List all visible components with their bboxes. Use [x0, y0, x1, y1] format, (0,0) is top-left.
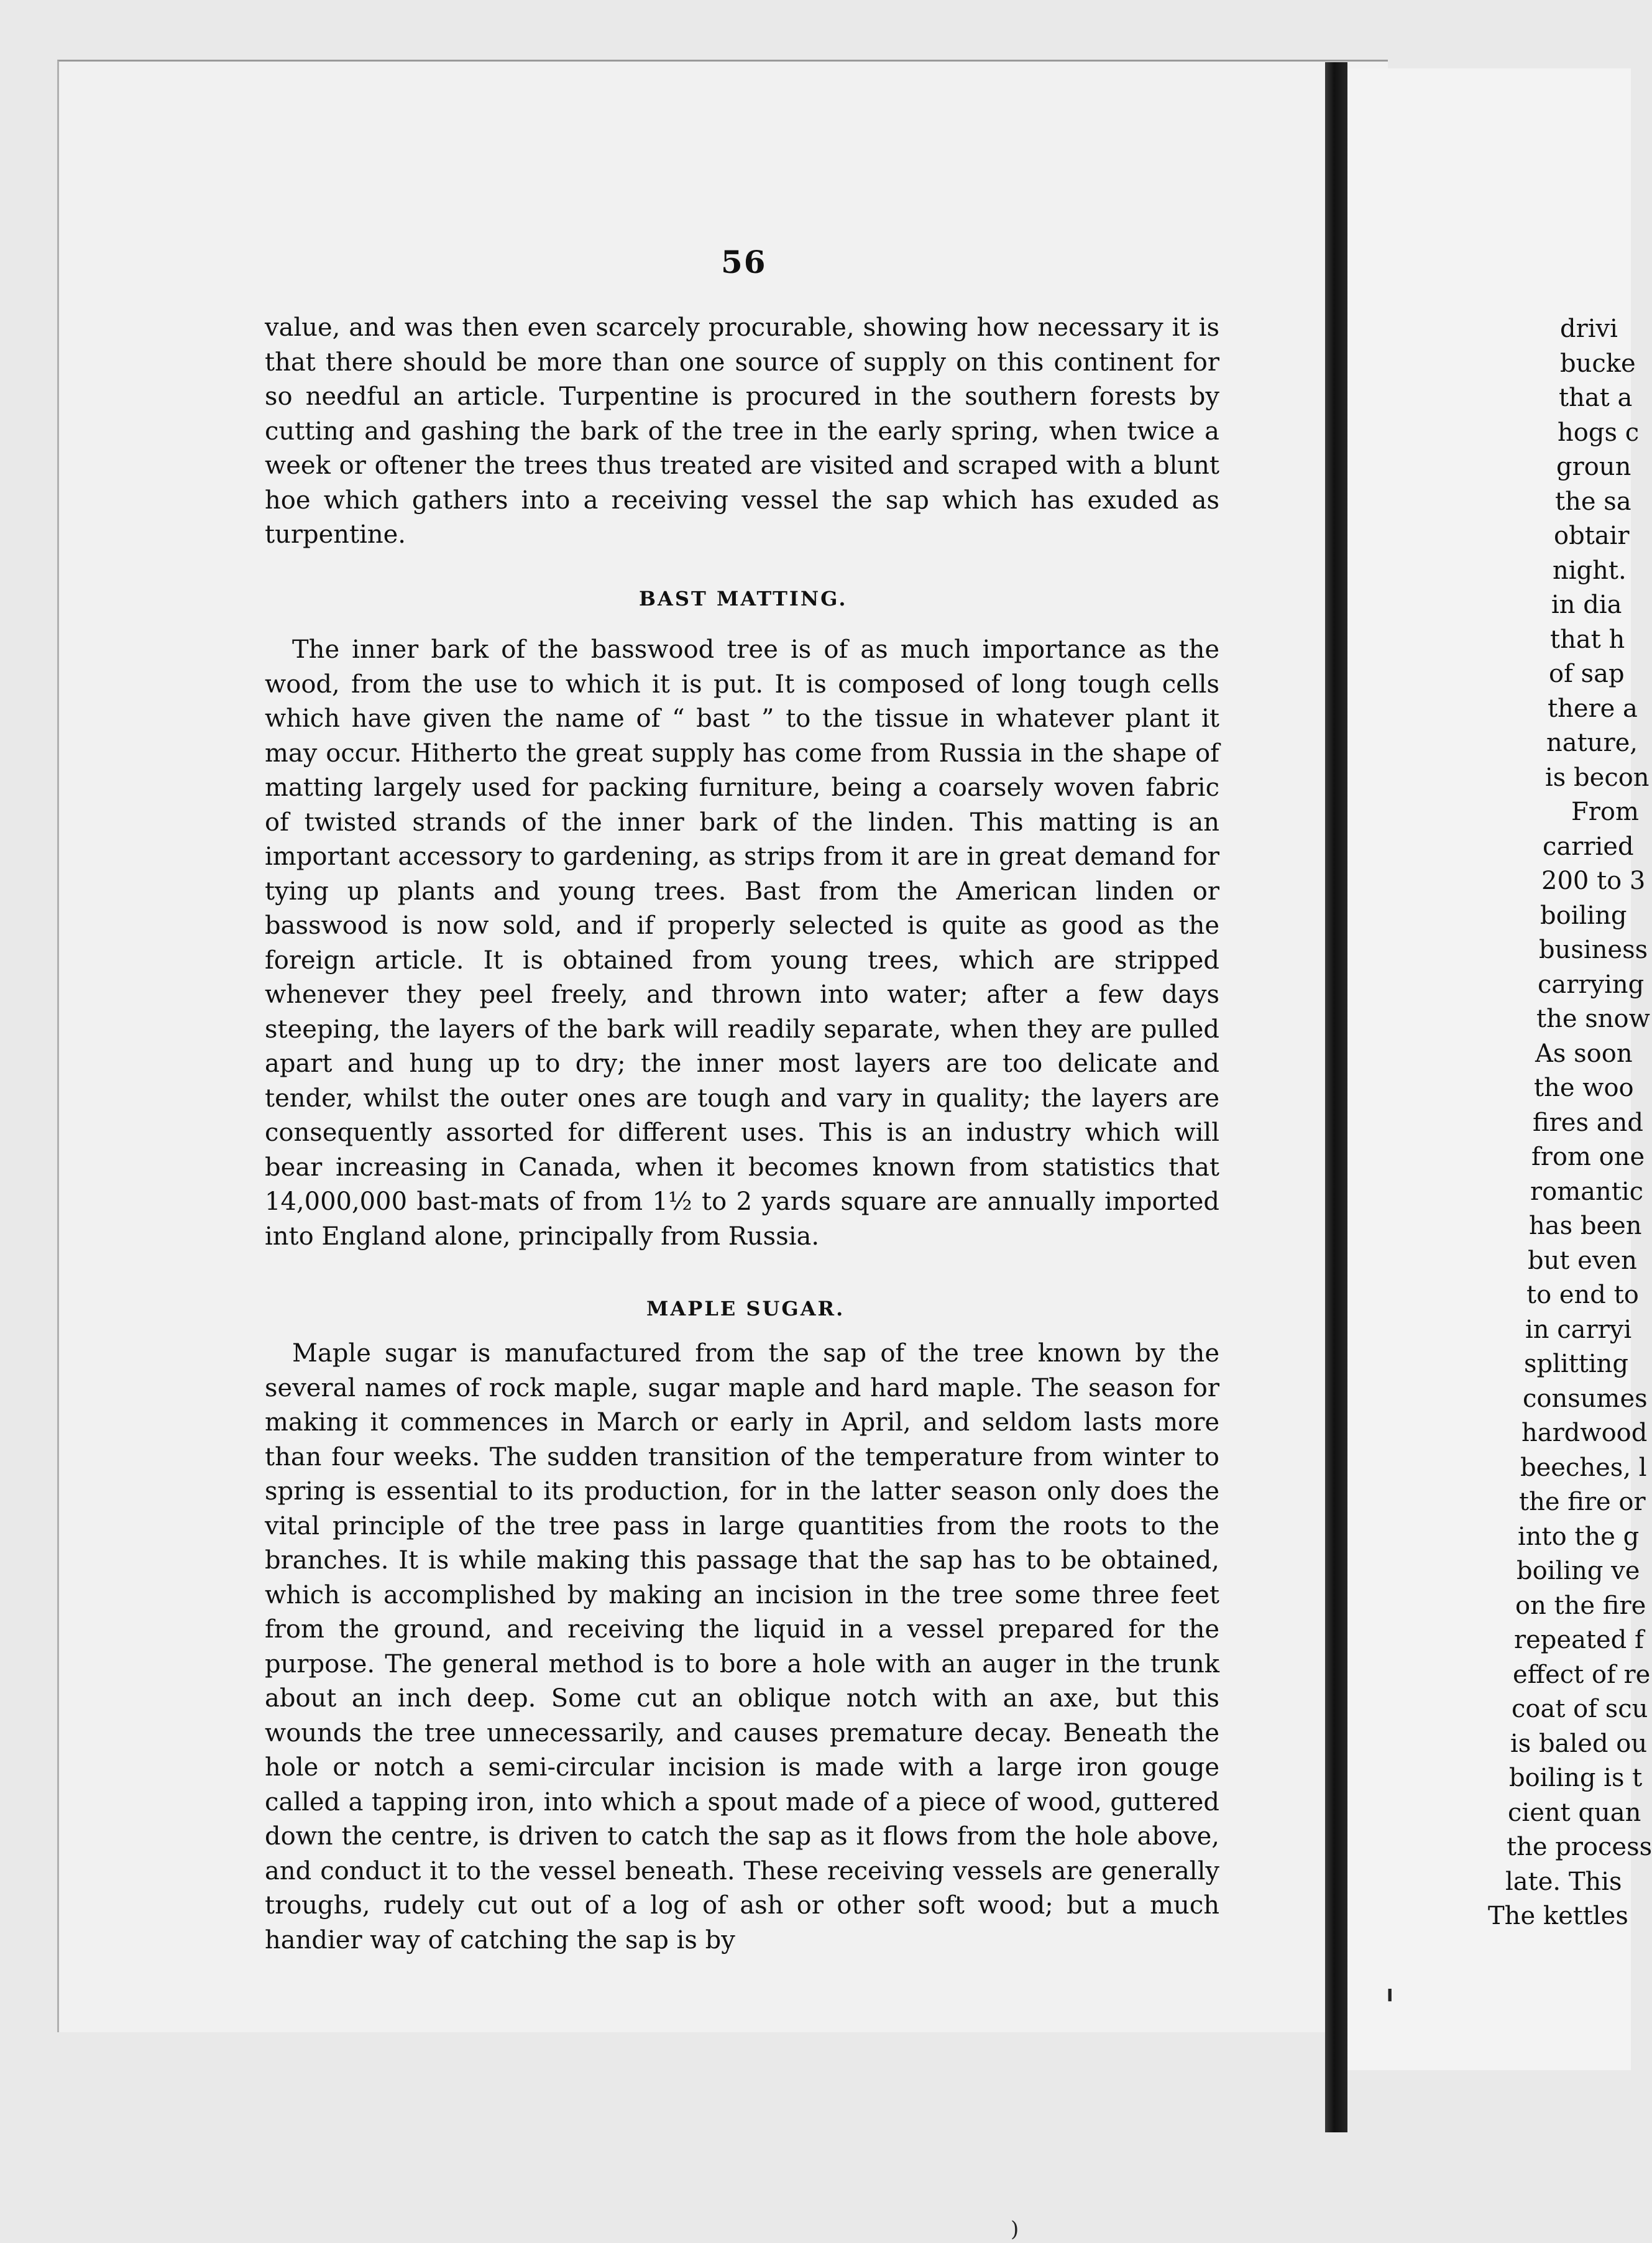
- section-heading-bast-matting: BAST MATTING.: [639, 587, 848, 610]
- right-line: boiling ve: [1517, 1557, 1640, 1585]
- right-line: is becon: [1545, 763, 1650, 792]
- right-page-text: [1347, 312, 1652, 1934]
- right-line: nature,: [1546, 729, 1638, 757]
- right-line: but even: [1528, 1246, 1637, 1275]
- right-line: romantic: [1530, 1177, 1644, 1206]
- right-line: fires and: [1533, 1108, 1643, 1137]
- right-line: cient quan: [1508, 1798, 1641, 1827]
- intro-paragraph-block: [265, 311, 1219, 553]
- right-line: is baled ou: [1510, 1729, 1648, 1758]
- right-line: business: [1539, 936, 1648, 964]
- right-line: The kettles: [1488, 1902, 1628, 1930]
- right-line: boiling: [1540, 901, 1627, 930]
- right-line: late. This: [1505, 1867, 1622, 1896]
- right-line: into the g: [1518, 1522, 1640, 1551]
- maple-sugar-block: [265, 1337, 1219, 1958]
- right-line: on the fire: [1515, 1591, 1646, 1620]
- right-line: repeated f: [1514, 1626, 1644, 1654]
- right-line: night.: [1553, 556, 1627, 585]
- right-line: drivi: [1560, 315, 1618, 343]
- right-line: hardwood: [1521, 1419, 1648, 1447]
- right-line: beeches, l: [1520, 1453, 1647, 1482]
- bast-matting-paragraph: The inner bark of the basswood tree is of as much importance as the wood, from the use to which it is put. It is composed of long tough cells which have given the name of “ bast ” to the tissue in whatever plant it may occur. Hitherto the great supply has come from Russia in the shape of matting largely used for packing furniture, being a coarsely woven fabric of twisted strands of the inner bark of the linden. This matting is an important accessory to gardening, as strips from it are in great demand for tying up plants and young trees. Bast from the American linden or basswood is now sold, and if properly selected is quite as good as the foreign article. It is obtained from young trees, which are stripped whenever they peel freely, and thrown into water; after a few days steeping, the layers of the bark will readily separate, when they are pulled apart and hung up to dry; the inner most layers are too delicate and tender, whilst the outer ones are tough and vary in quality; the layers are consequently assorted for different uses. This is an industry which will bear increasing in Canada, when it becomes known from statistics that 14,000,000 bast-mats of from 1½ to 2 yards square are annually imported into England alone, principally from Russia.: [265, 635, 1219, 1251]
- right-line: has been: [1529, 1212, 1642, 1240]
- right-line: the process: [1507, 1833, 1652, 1861]
- right-line: there a: [1548, 694, 1638, 723]
- right-line: in carryi: [1525, 1315, 1632, 1344]
- right-line: from one: [1531, 1143, 1645, 1171]
- right-line: boiling is t: [1509, 1764, 1643, 1792]
- right-line: bucke: [1560, 349, 1636, 378]
- right-line: From: [1571, 798, 1639, 826]
- right-line: hogs c: [1558, 418, 1640, 447]
- right-line: the woo: [1534, 1074, 1634, 1102]
- intro-paragraph: value, and was then even scarcely procurable, showing how necessary it is that there should be more than one source of supply on this continent for so needful an article. Turpentine is procured in the southern forests by cutting and gashing the bark of the tree in the early spring, when twice a week or oftener the trees thus treated are visited and scraped with a blunt hoe which gathers into a receiving vessel the sap which has exuded as turpentine.: [265, 313, 1219, 549]
- book-gutter: [1325, 62, 1347, 2132]
- right-line: 200 to 3: [1541, 867, 1646, 895]
- right-line: As soon: [1535, 1039, 1633, 1068]
- maple-sugar-paragraph: Maple sugar is manufactured from the sap of the tree known by the several names of rock maple, sugar maple and hard maple. The season for making it commences in March or early in April, and seldom lasts more than four weeks. The sudden transition of the temperature from winter to spring is essential to its production, for in the latter season only does the vital principle of the tree pass in large quantities from the roots to the branches. It is while making this passage that the sap has to be obtained, which is accomplished by making an incision in the tree some three feet from the ground, and receiving the liquid in a vessel prepared for the purpose. The general method is to bore a hole with an auger in the trunk about an inch deep. Some cut an oblique notch with an axe, but this wounds the tree unnecessarily, and causes premature decay. Beneath the hole or notch a semi-circular incision is made with a large iron gouge called a tapping iron, into which a spout made of a piece of wood, guttered down the centre, is driven to catch the sap as it flows from the hole above, and conduct it to the vessel beneath. These receiving vessels are generally troughs, rudely cut out of a log of ash or other soft wood; but a much handier way of catching the sap is by: [265, 1339, 1219, 1955]
- right-line: the sa: [1555, 487, 1631, 516]
- right-line: carried: [1543, 832, 1634, 861]
- right-line: splitting: [1524, 1350, 1629, 1378]
- right-line: that a: [1559, 384, 1633, 412]
- bast-matting-block: [265, 633, 1219, 1254]
- right-line: carrying: [1538, 970, 1645, 999]
- right-line: that h: [1550, 625, 1625, 654]
- margin-mark: ╹: [1384, 1989, 1397, 2014]
- right-line: groun: [1556, 453, 1631, 481]
- right-line: to end to: [1526, 1281, 1639, 1309]
- right-page: [1347, 68, 1652, 2070]
- scan-mark: ): [1011, 2217, 1019, 2242]
- right-line: in dia: [1551, 591, 1622, 619]
- right-line: coat of scu: [1512, 1695, 1648, 1723]
- section-heading-maple-sugar: MAPLE SUGAR.: [646, 1297, 845, 1320]
- page-number: 56: [721, 244, 767, 280]
- right-line: the snow: [1536, 1005, 1650, 1033]
- right-line: consumes: [1523, 1384, 1648, 1413]
- right-line: effect of re: [1513, 1660, 1651, 1689]
- right-line: of sap: [1549, 660, 1625, 688]
- right-line: obtair: [1554, 522, 1630, 550]
- right-line: the fire or: [1519, 1488, 1646, 1516]
